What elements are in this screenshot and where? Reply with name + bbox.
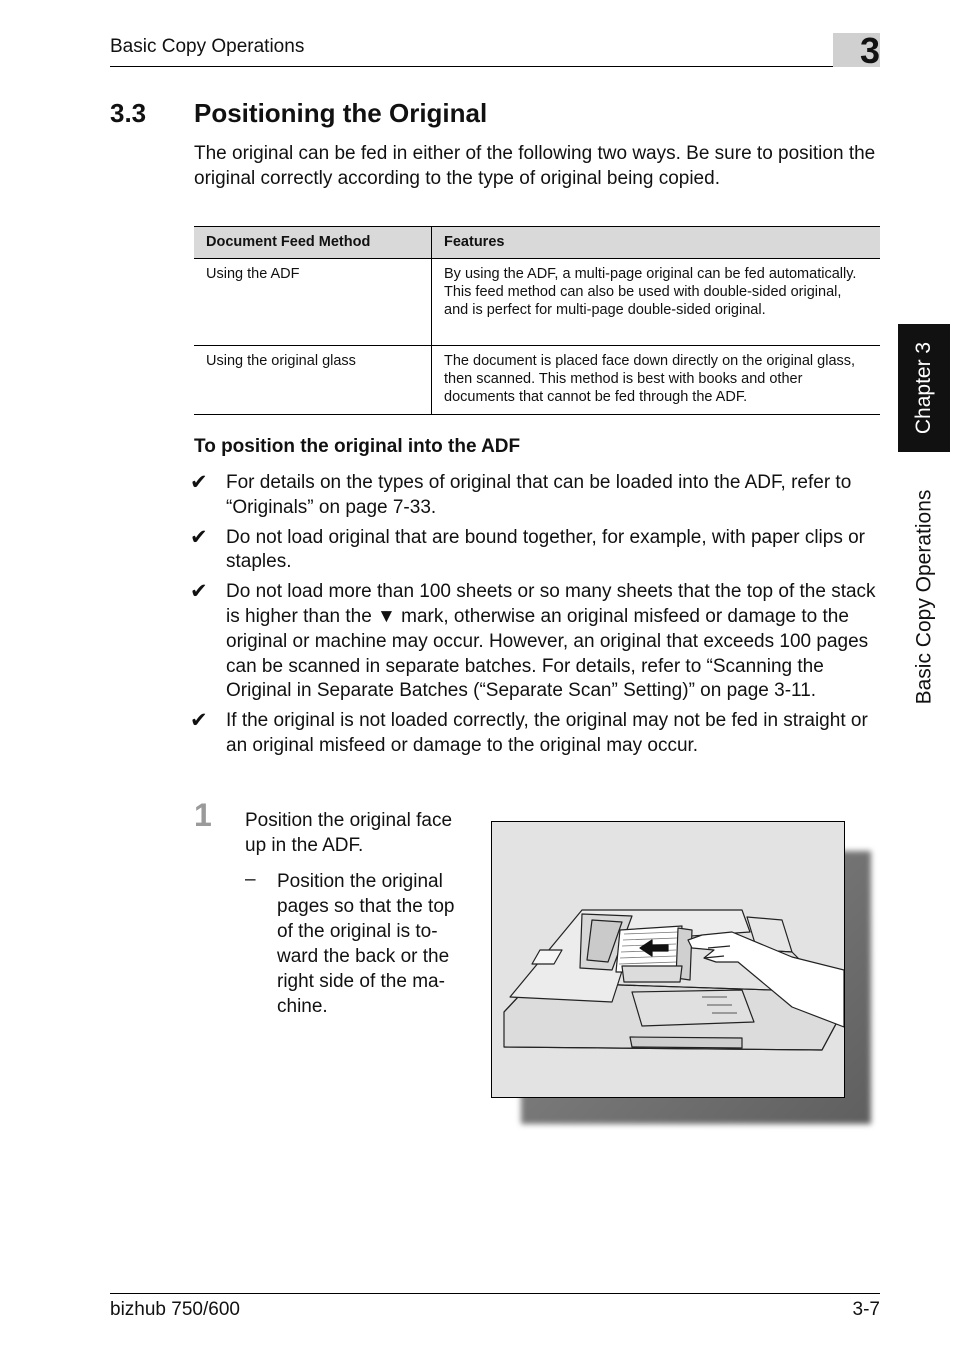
- checkmark-icon: ✔: [190, 580, 208, 604]
- chapter-tab-label: Chapter 3: [912, 341, 936, 435]
- sub-step-dash: –: [245, 869, 256, 890]
- list-item: [190, 526, 880, 576]
- chapter-tab-label-wrap: [898, 324, 950, 452]
- step-number: 1: [194, 797, 212, 833]
- list-item-text: For details on the types of original that can be loaded into the ADF, refer to “Originals” on page 7-33.: [226, 472, 852, 518]
- table-header-features: Features: [432, 227, 881, 259]
- running-header: Basic Copy Operations: [110, 36, 305, 57]
- bullet-list: [190, 471, 880, 764]
- footer-rule: [110, 1293, 880, 1294]
- table-cell-method: Using the ADF: [194, 259, 432, 346]
- table-row: [194, 346, 880, 415]
- intro-paragraph: The original can be fed in either of the following two ways. Be sure to position the original correctly according to the type of original being copied.: [194, 143, 876, 189]
- table-row: [194, 259, 880, 346]
- checkmark-icon: ✔: [190, 709, 208, 733]
- section-tab-label: Basic Copy Operations: [912, 489, 935, 705]
- table-cell-method: Using the original glass: [194, 346, 432, 415]
- step-text: Position the original face up in the ADF.: [245, 810, 453, 856]
- list-item-text: Do not load more than 100 sheets or so many sheets that the top of the stack is higher than the ▼ mark, otherwise an original misfeed or damage to the original or machine may occur. However, an original that exceeds 100 pages can be scanned in separate batches. For details, refer to “Scanning the Original in Separate Batches (“Separate Scan” Setting)” on page 3-11.: [226, 581, 876, 702]
- table-header-method: Document Feed Method: [194, 227, 432, 259]
- section-tab: [898, 462, 950, 732]
- header-rule: [110, 66, 880, 67]
- sub-step-text: Position the original pages so that the top of the original is to-ward the back or the right side of the ma-chine.: [277, 871, 455, 1017]
- list-item: [190, 709, 880, 759]
- adf-illustration: [491, 821, 845, 1098]
- section-number: 3.3: [110, 98, 147, 128]
- checkmark-icon: ✔: [190, 471, 208, 494]
- list-item: [190, 471, 880, 521]
- list-item: [190, 580, 880, 704]
- checkmark-icon: ✔: [190, 525, 208, 549]
- table-cell-features: The document is placed face down directly on the original glass, then scanned. This method is best with books and other documents that cannot be fed through the ADF.: [432, 346, 881, 415]
- table-cell-features: By using the ADF, a multi-page original can be fed automatically. This feed method can also be used with double-sided original, and is perfect for multi-page double-sided original.: [432, 259, 881, 346]
- feed-method-table: [194, 226, 880, 415]
- table-header-row: [194, 227, 880, 259]
- section-title: Positioning the Original: [194, 98, 488, 128]
- list-item-text: If the original is not loaded correctly, the original may not be fed in straight or an original misfeed or damage to the original may occur.: [226, 710, 868, 756]
- footer-page-number: 3-7: [852, 1299, 880, 1320]
- copier-adf-drawing: [492, 822, 844, 1097]
- list-item-text: Do not load original that are bound together, for example, with paper clips or staples.: [226, 526, 865, 573]
- subheading: To position the original into the ADF: [194, 436, 521, 457]
- chapter-number: 3: [859, 30, 880, 71]
- footer-model: bizhub 750/600: [110, 1299, 240, 1320]
